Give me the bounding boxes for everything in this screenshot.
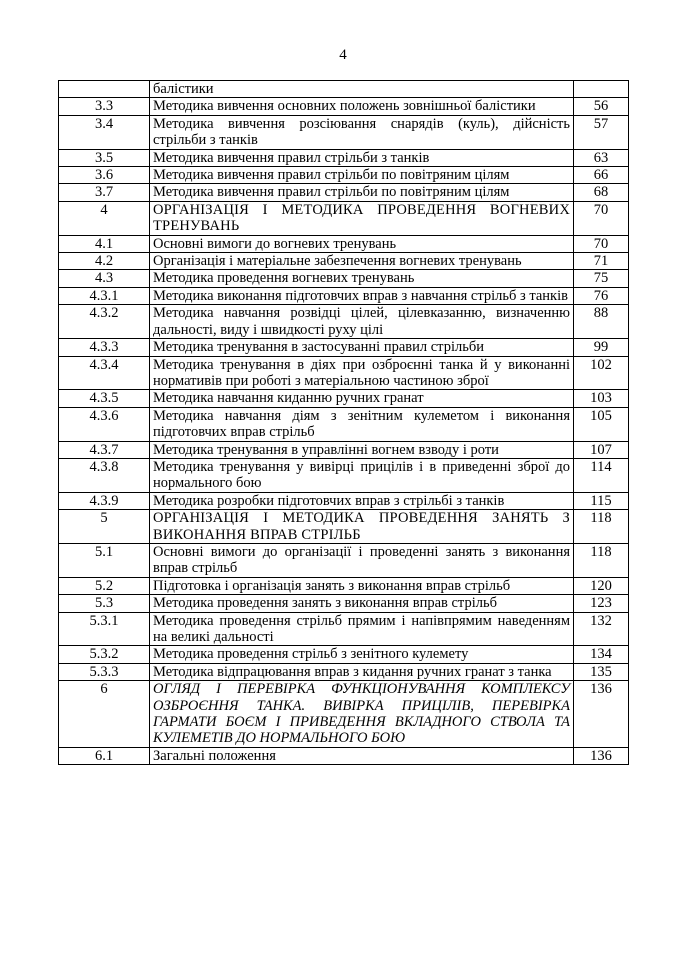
- section-number: 5.3.3: [59, 663, 150, 680]
- section-title: Методика вивчення основних положень зовнішньої балістики: [150, 98, 574, 115]
- toc-row: [59, 458, 629, 492]
- section-title: Методика навчання киданню ручних гранат: [150, 390, 574, 407]
- toc-row: [59, 577, 629, 594]
- section-number: 4.3.1: [59, 287, 150, 304]
- toc-row: [59, 253, 629, 270]
- section-title: балістики: [150, 81, 574, 98]
- section-title: Загальні положення: [150, 747, 574, 764]
- section-title: Методика вивчення правил стрільби по повітряним цілям: [150, 184, 574, 201]
- toc-row: [59, 339, 629, 356]
- toc-row-chapter: [59, 201, 629, 235]
- toc-row: [59, 167, 629, 184]
- section-number: 4.2: [59, 253, 150, 270]
- toc-row: [59, 543, 629, 577]
- chapter-number: 5: [59, 510, 150, 544]
- toc-row: [59, 663, 629, 680]
- toc-row: [59, 235, 629, 252]
- section-title: Основні вимоги до вогневих тренувань: [150, 235, 574, 252]
- section-number: 4.3.7: [59, 441, 150, 458]
- page-ref: 70: [574, 235, 629, 252]
- page-ref: 102: [574, 356, 629, 390]
- page-ref: 103: [574, 390, 629, 407]
- page-ref: 63: [574, 149, 629, 166]
- section-title: Методика відпрацювання вправ з кидання ручних гранат з танка: [150, 663, 574, 680]
- page-ref: 56: [574, 98, 629, 115]
- section-number: 5.3.1: [59, 612, 150, 646]
- section-number: 3.7: [59, 184, 150, 201]
- toc-row: [59, 595, 629, 612]
- toc-row: [59, 270, 629, 287]
- section-number: 5.3: [59, 595, 150, 612]
- section-number: 4.1: [59, 235, 150, 252]
- section-title: Методика проведення вогневих тренувань: [150, 270, 574, 287]
- page-ref: 68: [574, 184, 629, 201]
- toc-row: [59, 287, 629, 304]
- section-title: Методика виконання підготовчих вправ з навчання стрільб з танків: [150, 287, 574, 304]
- section-number: 3.5: [59, 149, 150, 166]
- page-ref: 136: [574, 681, 629, 748]
- toc-row: [59, 115, 629, 149]
- section-title: Методика вивчення правил стрільби по повітряним цілям: [150, 167, 574, 184]
- toc-row: [59, 305, 629, 339]
- page-ref: 107: [574, 441, 629, 458]
- toc-row: [59, 441, 629, 458]
- page-ref: 135: [574, 663, 629, 680]
- section-number: 3.6: [59, 167, 150, 184]
- section-number: 4.3.4: [59, 356, 150, 390]
- section-title: Методика проведення стрільб з зенітного кулемету: [150, 646, 574, 663]
- chapter-number: 4: [59, 201, 150, 235]
- section-number: 4.3.6: [59, 407, 150, 441]
- section-number: 5.2: [59, 577, 150, 594]
- section-title: Методика вивчення розсіювання снарядів (куль), дійсність стрільби з танків: [150, 115, 574, 149]
- toc-row: [59, 184, 629, 201]
- section-number: 4.3.5: [59, 390, 150, 407]
- page-ref: 120: [574, 577, 629, 594]
- table-of-contents: [58, 80, 629, 765]
- section-title: Методика вивчення правил стрільби з танків: [150, 149, 574, 166]
- toc-row: [59, 492, 629, 509]
- toc-row: [59, 98, 629, 115]
- section-title: Методика тренування в управлінні вогнем взводу і роти: [150, 441, 574, 458]
- section-number: 6.1: [59, 747, 150, 764]
- page-ref: 57: [574, 115, 629, 149]
- section-number: 4.3: [59, 270, 150, 287]
- page-ref: 71: [574, 253, 629, 270]
- page-ref: 76: [574, 287, 629, 304]
- section-number: 4.3.2: [59, 305, 150, 339]
- page-ref: 118: [574, 510, 629, 544]
- chapter-title: ОРГАНІЗАЦІЯ І МЕТОДИКА ПРОВЕДЕННЯ ЗАНЯТЬ З ВИКОНАННЯ ВПРАВ СТРІЛЬБ: [150, 510, 574, 544]
- toc-row: [59, 149, 629, 166]
- page-ref: 123: [574, 595, 629, 612]
- page-ref: 114: [574, 458, 629, 492]
- section-title: Методика тренування в застосуванні правил стрільби: [150, 339, 574, 356]
- section-title: Методика розробки підготовчих вправ з стрільбі з танків: [150, 492, 574, 509]
- page-number: 4: [339, 47, 347, 63]
- toc-row: [59, 747, 629, 764]
- page-ref: 115: [574, 492, 629, 509]
- page-ref: 134: [574, 646, 629, 663]
- section-number: 4.3.8: [59, 458, 150, 492]
- section-title: Підготовка і організація занять з виконання вправ стрільб: [150, 577, 574, 594]
- page-ref: [574, 81, 629, 98]
- toc-row: [59, 646, 629, 663]
- toc-row: [59, 407, 629, 441]
- section-number: 3.3: [59, 98, 150, 115]
- page-ref: 66: [574, 167, 629, 184]
- page-ref: 118: [574, 543, 629, 577]
- chapter-number: 6: [59, 681, 150, 748]
- toc-row: [59, 81, 629, 98]
- section-title: Методика проведення стрільб прямим і напівпрямим наведенням на великі дальності: [150, 612, 574, 646]
- chapter-title: ОГЛЯД І ПЕРЕВІРКА ФУНКЦІОНУВАННЯ КОМПЛЕКСУ ОЗБРОЄННЯ ТАНКА. ВИВІРКА ПРИЦІЛІВ, ПЕРЕВІРКА ГАРМАТИ БОЄМ І ПРИВЕДЕННЯ ВКЛАДНОГО СТВОЛА ТА КУЛЕМЕТІВ ДО НОРМАЛЬНОГО БОЮ: [150, 681, 574, 748]
- section-title: Основні вимоги до організації і проведенні занять з виконання вправ стрільб: [150, 543, 574, 577]
- page-ref: 99: [574, 339, 629, 356]
- section-number: 4.3.9: [59, 492, 150, 509]
- page-ref: 88: [574, 305, 629, 339]
- page-ref: 75: [574, 270, 629, 287]
- section-title: Методика тренування в діях при озброєнні танка й у виконанні нормативів при роботі з матеріальною частиною зброї: [150, 356, 574, 390]
- page-ref: 136: [574, 747, 629, 764]
- toc-row-chapter: [59, 510, 629, 544]
- toc-row: [59, 390, 629, 407]
- section-number: 5.1: [59, 543, 150, 577]
- section-title: Методика навчання діям з зенітним кулеметом і виконання підготовчих вправ стрільб: [150, 407, 574, 441]
- chapter-title: ОРГАНІЗАЦІЯ І МЕТОДИКА ПРОВЕДЕННЯ ВОГНЕВИХ ТРЕНУВАНЬ: [150, 201, 574, 235]
- section-number: 5.3.2: [59, 646, 150, 663]
- toc-row-chapter: [59, 681, 629, 748]
- page-ref: 70: [574, 201, 629, 235]
- section-number: 3.4: [59, 115, 150, 149]
- section-title: Організація і матеріальне забезпечення вогневих тренувань: [150, 253, 574, 270]
- page-ref: 132: [574, 612, 629, 646]
- section-title: Методика тренування у вивірці прицілів і в приведенні зброї до нормального бою: [150, 458, 574, 492]
- page-ref: 105: [574, 407, 629, 441]
- section-title: Методика навчання розвідці цілей, цілевказанню, визначенню дальності, виду і швидкості руху цілі: [150, 305, 574, 339]
- section-title: Методика проведення занять з виконання вправ стрільб: [150, 595, 574, 612]
- toc-row: [59, 356, 629, 390]
- toc-row: [59, 612, 629, 646]
- section-number: [59, 81, 150, 98]
- section-number: 4.3.3: [59, 339, 150, 356]
